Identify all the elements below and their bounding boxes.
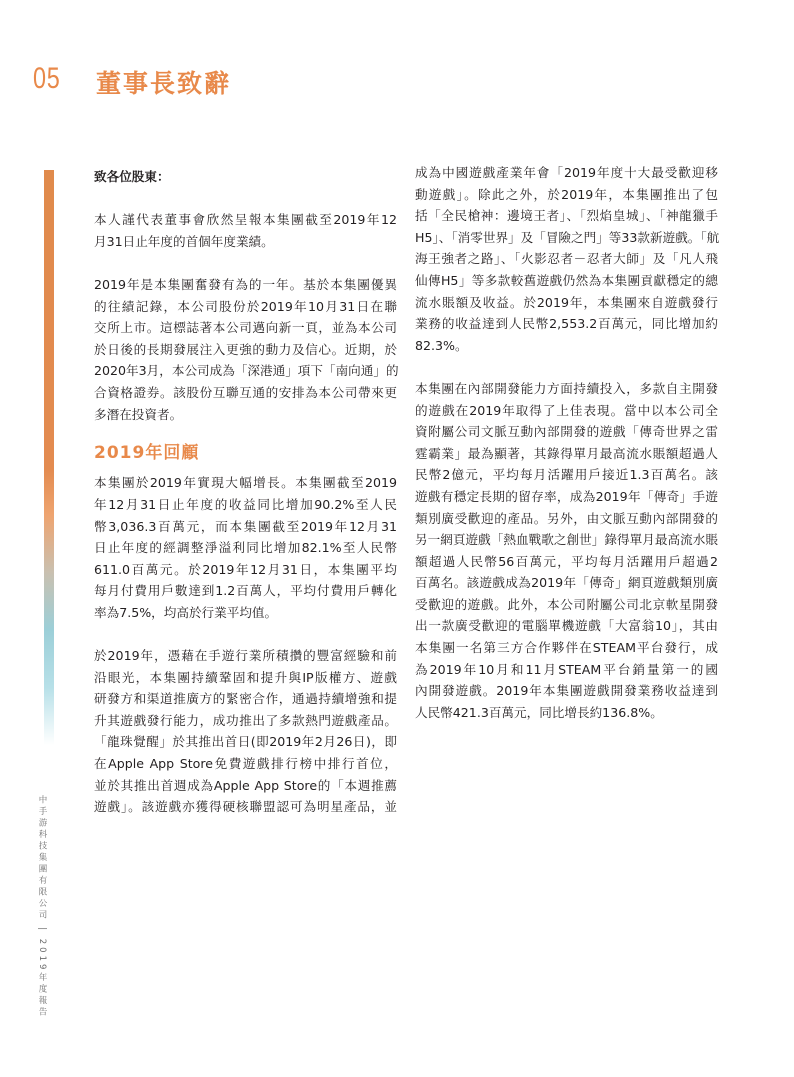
text-line: 另一網頁遊戲「熱血戰歌之創世」錄得單月最高流水賬 bbox=[415, 532, 718, 548]
text-line: 本集團於2019年實現大幅增長。本集團截至2019 bbox=[94, 475, 397, 491]
text-line: 遊戲有穩定長期的留存率，成為2019年「傳奇」手遊 bbox=[415, 488, 718, 504]
text-line: 日止年度的經調整淨溢利同比增加82.1%至人民幣 bbox=[94, 540, 397, 556]
section-number: 05 bbox=[33, 62, 61, 95]
text-line: 合資格證券。該股份互聯互通的安排為本公司帶來更 bbox=[94, 384, 397, 400]
text-line: 百萬名。該遊戲成為2019年「傳奇」網頁遊戲類別廣 bbox=[415, 575, 718, 591]
text-line: 遊戲」。該遊戲亦獲得硬核聯盟認可為明星產品，並 bbox=[94, 799, 397, 815]
paragraph bbox=[94, 645, 397, 818]
text-line: 海王強者之路」、「火影忍者－忍者大師」及「凡人飛 bbox=[415, 251, 718, 267]
text-line: 出一款廣受歡迎的電腦單機遊戲「大富翁10」，其由 bbox=[415, 618, 718, 634]
text-line: 並於其推出首週成為Apple App Store的「本週推薦 bbox=[94, 777, 397, 793]
paragraph bbox=[415, 162, 718, 356]
text-line: H5」、「消零世界」及「冒險之門」等33款新遊戲。「航 bbox=[415, 229, 720, 245]
text-line: 類別廣受歡迎的產品。另外，由文脈互動內部開發的 bbox=[415, 510, 718, 526]
text-line: 升其遊戲發行能力，成功推出了多款熱門遊戲產品。 bbox=[94, 712, 397, 728]
salutation: 致各位股東： bbox=[94, 169, 170, 184]
text-line: 611.0百萬元。於2019年12月31日，本集團平均 bbox=[94, 561, 397, 577]
text-line: 仙傳H5」等多款較舊遊戲仍然為本集團貢獻穩定的總 bbox=[415, 272, 718, 288]
text-line: 幣3,036.3百萬元，而本集團截至2019年12月31 bbox=[94, 518, 397, 534]
side-caption: 中手游科技集團有限公司 | 2019年度報告 bbox=[37, 795, 47, 1019]
text-line: 流水賬額及收益。於2019年，本集團來自遊戲發行 bbox=[415, 294, 718, 310]
text-line: 在Apple App Store免費遊戲排行榜中排行首位， bbox=[94, 756, 397, 772]
page-title: 董事長致辭 bbox=[96, 69, 232, 98]
text-line: 研發方和渠道推廣方的緊密合作，通過持續增強和提 bbox=[94, 691, 397, 707]
text-line: 為2019年10月和11月STEAM平台銷量第一的國 bbox=[415, 661, 718, 677]
paragraph bbox=[415, 378, 718, 724]
text-line: 於2019年，憑藉在手遊行業所積攢的豐富經驗和前 bbox=[94, 648, 397, 664]
text-line: 交所上市。這標誌著本公司邁向新一頁，並為本公司 bbox=[94, 320, 397, 336]
text-line: 82.3%。 bbox=[415, 337, 468, 353]
text-line: 額超過人民幣56百萬元，平均每月活躍用戶超過2 bbox=[415, 553, 718, 569]
text-line: 率為7.5%，均高於行業平均值。 bbox=[94, 604, 278, 620]
paragraph bbox=[94, 209, 397, 252]
paragraph bbox=[94, 472, 397, 623]
text-line: 多潛在投資者。 bbox=[94, 406, 183, 422]
text-line: 業務的收益達到人民幣2,553.2百萬元，同比增加約 bbox=[415, 316, 718, 332]
decorative-side-bar bbox=[44, 170, 54, 745]
text-line: 沿眼光，本集團持續鞏固和提升與IP版權方、遊戲 bbox=[94, 669, 397, 685]
text-line: 月31日止年度的首個年度業績。 bbox=[94, 233, 274, 249]
text-line: 受歡迎的遊戲。此外，本公司附屬公司北京軟星開發 bbox=[415, 596, 718, 612]
left-column bbox=[94, 166, 397, 839]
text-line: 霆霸業」最為顯著，其錄得單月最高流水賬額超過人 bbox=[415, 445, 718, 461]
paragraph bbox=[94, 274, 397, 425]
text-line: 的往績記錄，本公司股份於2019年10月31日在聯 bbox=[94, 298, 397, 314]
right-column bbox=[415, 162, 718, 745]
text-line: 資附屬公司文脈互動內部開發的遊戲「傳奇世界之雷 bbox=[415, 424, 718, 440]
text-line: 人民幣421.3百萬元，同比增長約136.8%。 bbox=[415, 704, 663, 720]
text-line: 的遊戲在2019年取得了上佳表現。當中以本公司全 bbox=[415, 402, 718, 418]
text-line: 本人謹代表董事會欣然呈報本集團截至2019年12 bbox=[94, 212, 397, 228]
text-line: 成為中國遊戲產業年會「2019年度十大最受歡迎移 bbox=[415, 165, 718, 180]
text-line: 括「全民槍神：邊境王者」、「烈焰皇城」、「神龍獵手 bbox=[415, 208, 718, 224]
section-subheading: 2019年回顧 bbox=[94, 442, 200, 463]
text-line: 內開發遊戲。2019年本集團遊戲開發業務收益達到 bbox=[415, 683, 718, 699]
text-line: 民幣2億元，平均每月活躍用戶接近1.3百萬名。該 bbox=[415, 467, 718, 483]
text-line: 每月付費用戶數達到1.2百萬人，平均付費用戶轉化 bbox=[94, 583, 397, 599]
text-line: 2020年3月，本公司成為「深港通」項下「南向通」的 bbox=[94, 363, 399, 379]
text-line: 年12月31日止年度的收益同比增加90.2%至人民 bbox=[94, 496, 397, 512]
text-line: 本集團在內部開發能力方面持續投入，多款自主開發 bbox=[415, 380, 718, 396]
text-line: 「龍珠覺醒」於其推出首日(即2019年2月26日)，即 bbox=[94, 734, 397, 750]
text-line: 動遊戲」。除此之外，於2019年，本集團推出了包 bbox=[415, 186, 718, 202]
text-line: 2019年是本集團奮發有為的一年。基於本集團優異 bbox=[94, 276, 397, 292]
text-line: 於日後的長期發展注入更強的動力及信心。近期，於 bbox=[94, 341, 397, 357]
text-line: 本集團一名第三方合作夥伴在STEAM平台發行，成 bbox=[415, 640, 718, 656]
